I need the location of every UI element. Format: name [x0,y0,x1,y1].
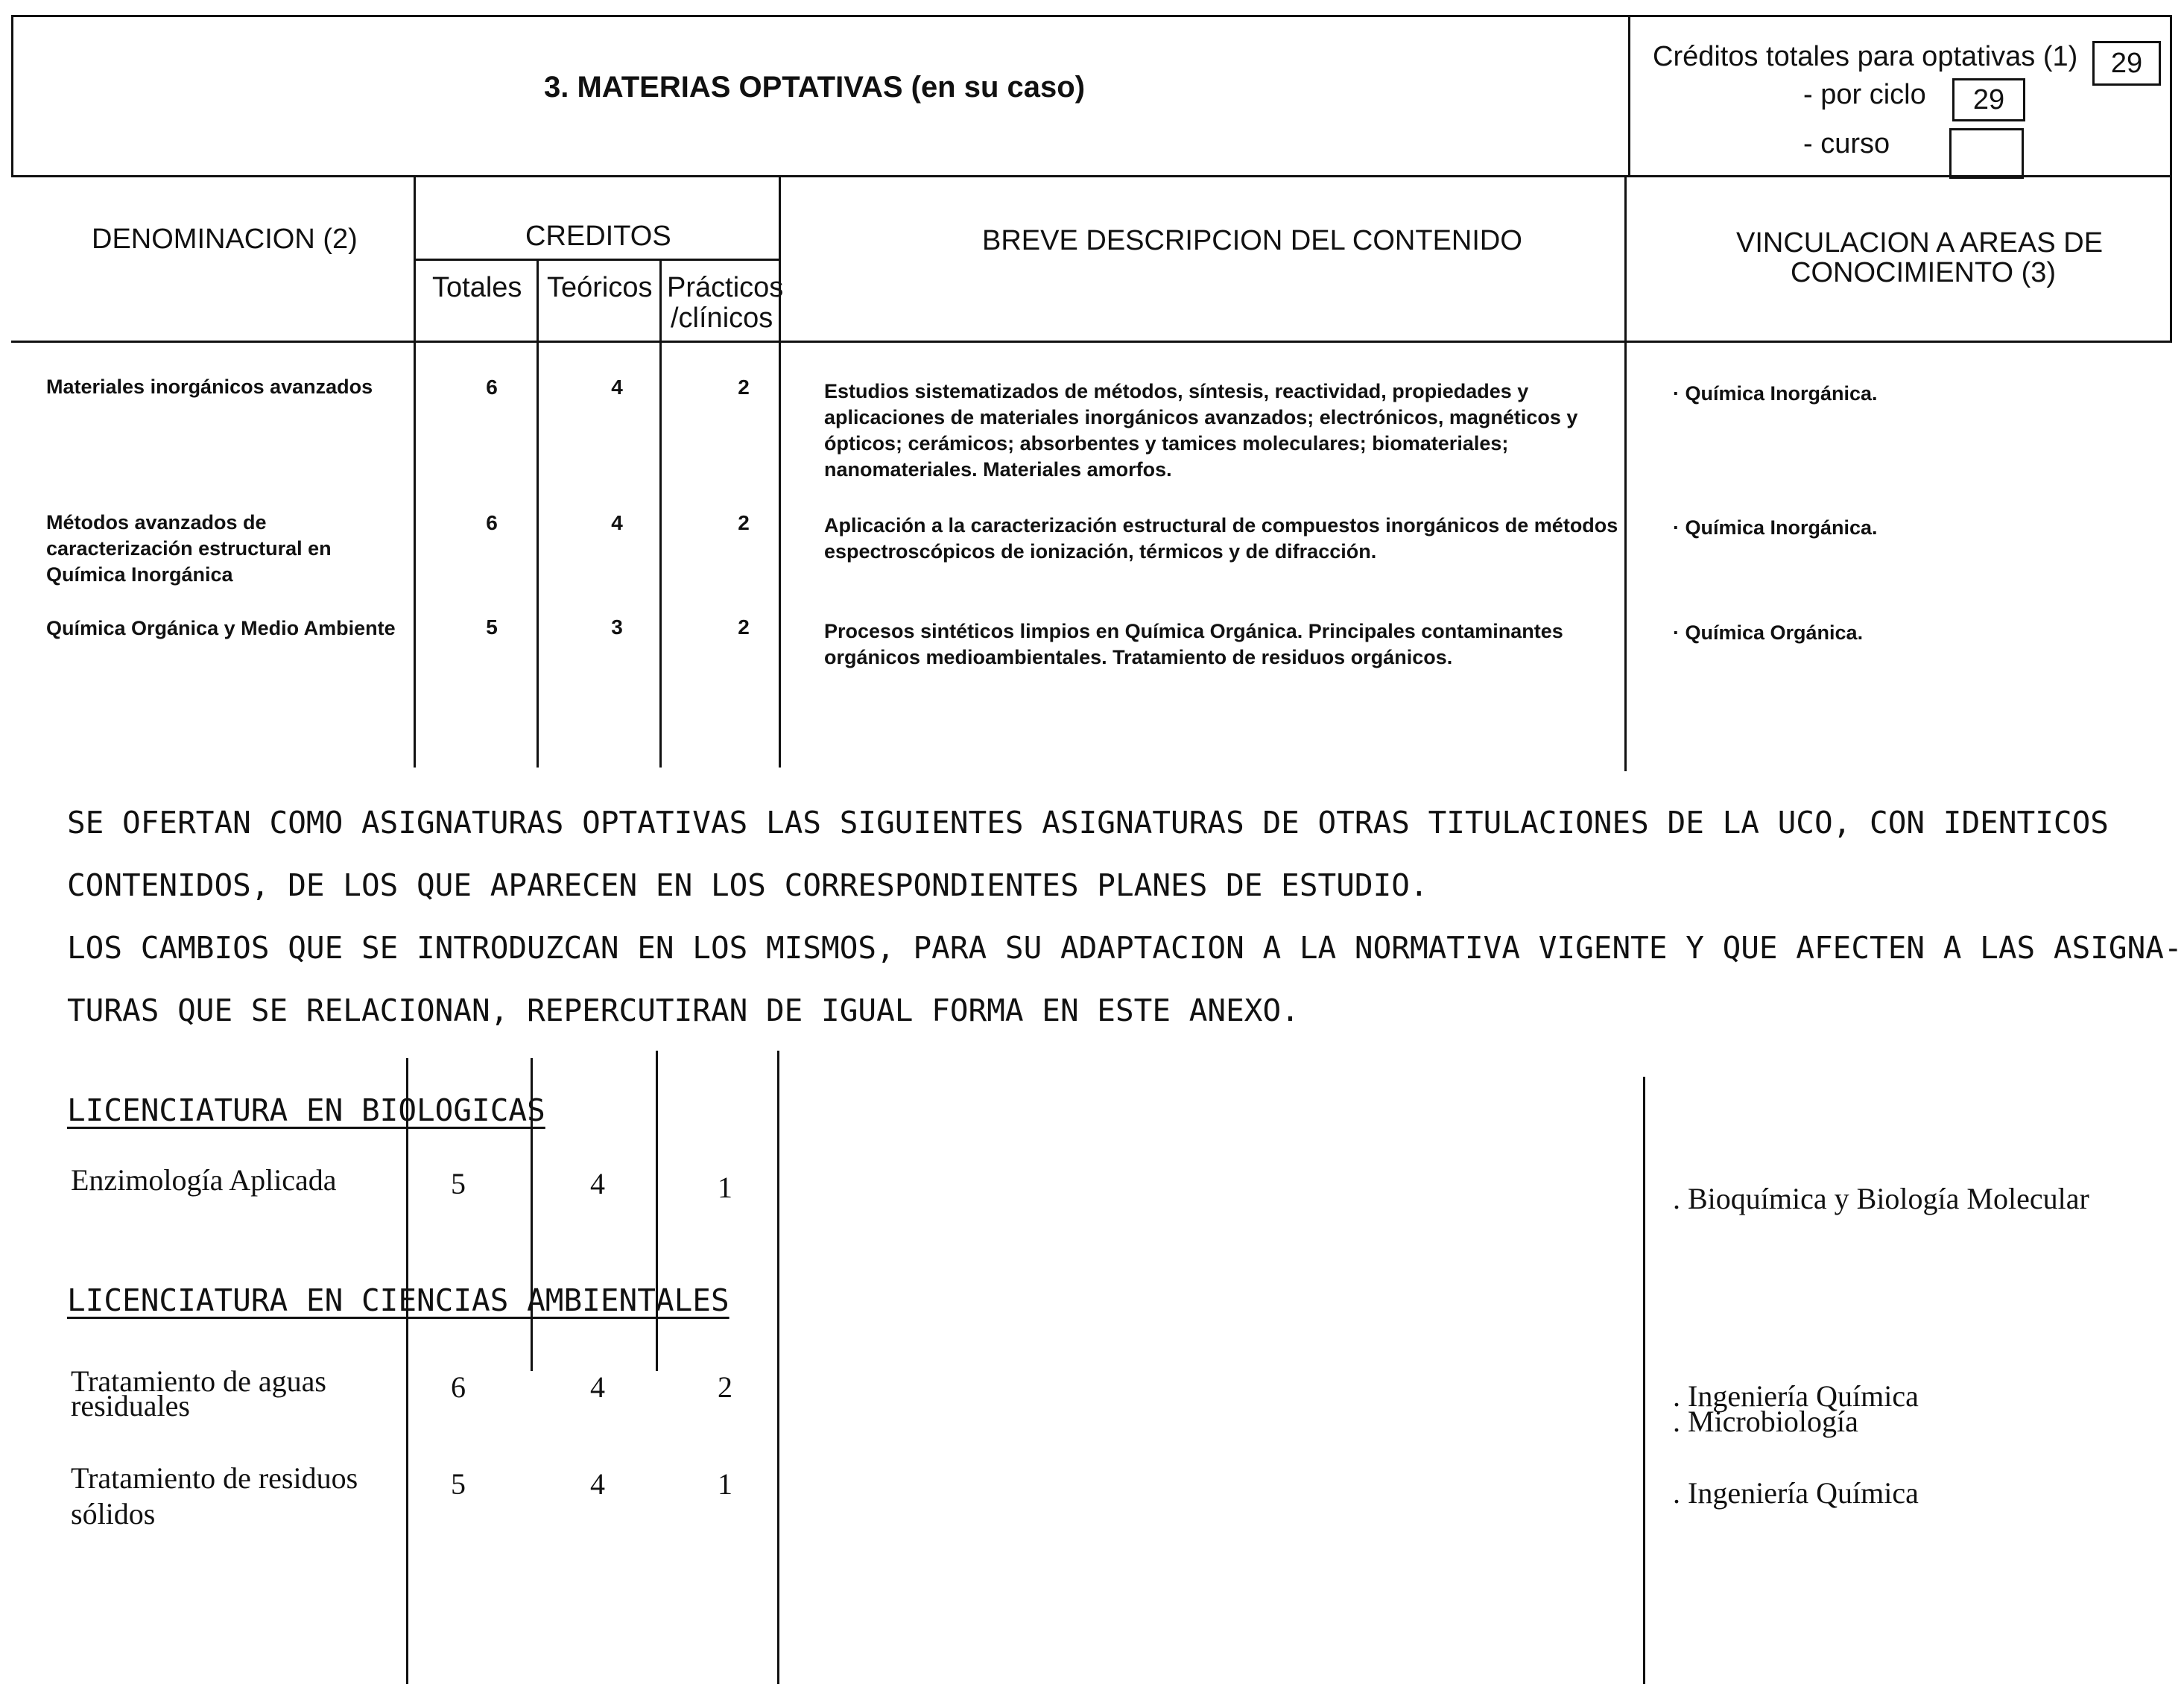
column-header-bottom-line [11,341,2172,343]
row-1-desc-2: espectroscópicos de ionización, térmicos y de difracción. [824,540,1377,563]
col-vinculacion-2: CONOCIMIENTO (3) [1791,257,2057,288]
item-aguas-practicos: 2 [718,1370,732,1404]
notice-line-2: CONTENIDOS, DE LOS QUE APARECEN EN LOS CORRESPONDIENTES PLANES DE ESTUDIO. [67,867,1428,903]
row-1-area: · Química Inorgánica. [1673,516,1878,539]
col-sep-5 [1624,175,1627,771]
header-credits-separator [1628,15,1630,175]
row-1-desc-1: Aplicación a la caracterización estructural de compuestos inorgánicos de métodos [824,514,1618,537]
frame-top-line [11,15,2172,17]
item-solidos-area-1: . Ingeniería Química [1673,1476,1919,1510]
row-2-name: Química Orgánica y Medio Ambiente [46,617,396,639]
item-enzimologia-totales: 5 [451,1167,466,1200]
col-sep-2 [536,259,539,768]
item-solidos-totales: 5 [451,1467,466,1501]
item-enzimologia-practicos: 1 [718,1171,732,1204]
item-aguas-name-2: residuales [71,1389,190,1422]
row-0-desc-2: aplicaciones de materiales inorgánicos avanzados; electrónicos, magnéticos y [824,406,1578,428]
col-teoricos: Teóricos [547,272,653,303]
col-sep-4 [779,175,781,768]
item-aguas-area-2: . Microbiología [1673,1405,1858,1438]
row-0-area: · Química Inorgánica. [1673,382,1878,405]
page-title: 3. MATERIAS OPTATIVAS (en su caso) [544,71,1086,104]
por-ciclo-box: 29 [1952,78,2025,121]
row-1-teoricos: 4 [611,511,623,534]
notice-line-3: LOS CAMBIOS QUE SE INTRODUZCAN EN LOS MISMOS, PARA SU ADAPTACION A LA NORMATIVA VIGENTE Y QUE AFECTEN A LAS ASIGNA- [67,930,2183,966]
col-denominacion: DENOMINACION (2) [92,224,358,255]
section-heading-biologicas: LICENCIATURA EN BIOLOGICAS [67,1092,545,1128]
item-enzimologia-name: Enzimología Aplicada [71,1163,337,1197]
row-1-name-3: Química Inorgánica [46,563,233,586]
row-2-desc-2: orgánicos medioambientales. Tratamiento de residuos orgánicos. [824,646,1453,668]
notice-line-1: SE OFERTAN COMO ASIGNATURAS OPTATIVAS LAS SIGUIENTES ASIGNATURAS DE OTRAS TITULACIONES DE LA UCO, CON IDENTICOS [67,805,2109,841]
row-0-desc-1: Estudios sistematizados de métodos, síntesis, reactividad, propiedades y [824,380,1529,402]
col-clinicos: /clínicos [671,303,773,334]
col-sep-5-lower [1643,1077,1645,1684]
col-sep-1-lower [406,1058,408,1684]
col-sep-1 [414,175,416,768]
row-1-totales: 6 [486,511,498,534]
curso-box [1949,128,2024,179]
por-ciclo-label: - por ciclo [1803,79,1926,110]
item-enzimologia-teoricos: 4 [590,1167,605,1200]
item-aguas-area-1: . Ingeniería Química [1673,1379,1919,1413]
col-descripcion: BREVE DESCRIPCION DEL CONTENIDO [982,225,1522,256]
row-2-practicos: 2 [738,615,750,639]
col-vinculacion-1: VINCULACION A AREAS DE [1736,227,2104,259]
frame-left-line [11,15,13,175]
creditos-subheader-line [416,259,781,261]
row-2-teoricos: 3 [611,615,623,639]
creditos-totales-box: 29 [2092,41,2161,86]
col-sep-4-lower [777,1051,779,1684]
row-1-name-1: Métodos avanzados de [46,511,267,534]
header-divider-line [11,175,2172,177]
item-aguas-totales: 6 [451,1370,466,1404]
row-0-desc-3: ópticos; cerámicos; absorbentes y tamices moleculares; biomateriales; [824,432,1509,455]
curso-label: - curso [1803,128,1890,159]
row-1-practicos: 2 [738,511,750,534]
item-solidos-teoricos: 4 [590,1467,605,1501]
row-0-desc-4: nanomateriales. Materiales amorfos. [824,458,1172,481]
col-creditos: CREDITOS [525,221,671,252]
item-solidos-practicos: 1 [718,1467,732,1501]
item-aguas-teoricos: 4 [590,1370,605,1404]
creditos-totales-label: Créditos totales para optativas (1) [1653,41,2078,72]
item-solidos-name-2: sólidos [71,1497,156,1531]
row-2-desc-1: Procesos sintéticos limpios en Química Orgánica. Principales contaminantes [824,620,1563,642]
frame-right-line [2170,15,2172,343]
row-2-area: · Química Orgánica. [1673,621,1864,644]
item-aguas-name-1: Tratamiento de aguas [71,1364,326,1398]
row-1-name-2: caracterización estructural en [46,537,332,560]
row-0-teoricos: 4 [611,376,623,399]
col-totales: Totales [432,272,522,303]
item-solidos-name-1: Tratamiento de residuos [71,1461,358,1495]
row-0-practicos: 2 [738,376,750,399]
item-enzimologia-area: . Bioquímica y Biología Molecular [1673,1182,2089,1215]
notice-line-4: TURAS QUE SE RELACIONAN, REPERCUTIRAN DE IGUAL FORMA EN ESTE ANEXO. [67,993,1300,1028]
col-practicos: Prácticos [667,272,784,303]
row-0-name: Materiales inorgánicos avanzados [46,376,373,398]
col-sep-3 [659,259,662,768]
row-0-totales: 6 [486,376,498,399]
section-heading-ambientales: LICENCIATURA EN CIENCIAS AMBIENTALES [67,1282,729,1318]
row-2-totales: 5 [486,615,498,639]
